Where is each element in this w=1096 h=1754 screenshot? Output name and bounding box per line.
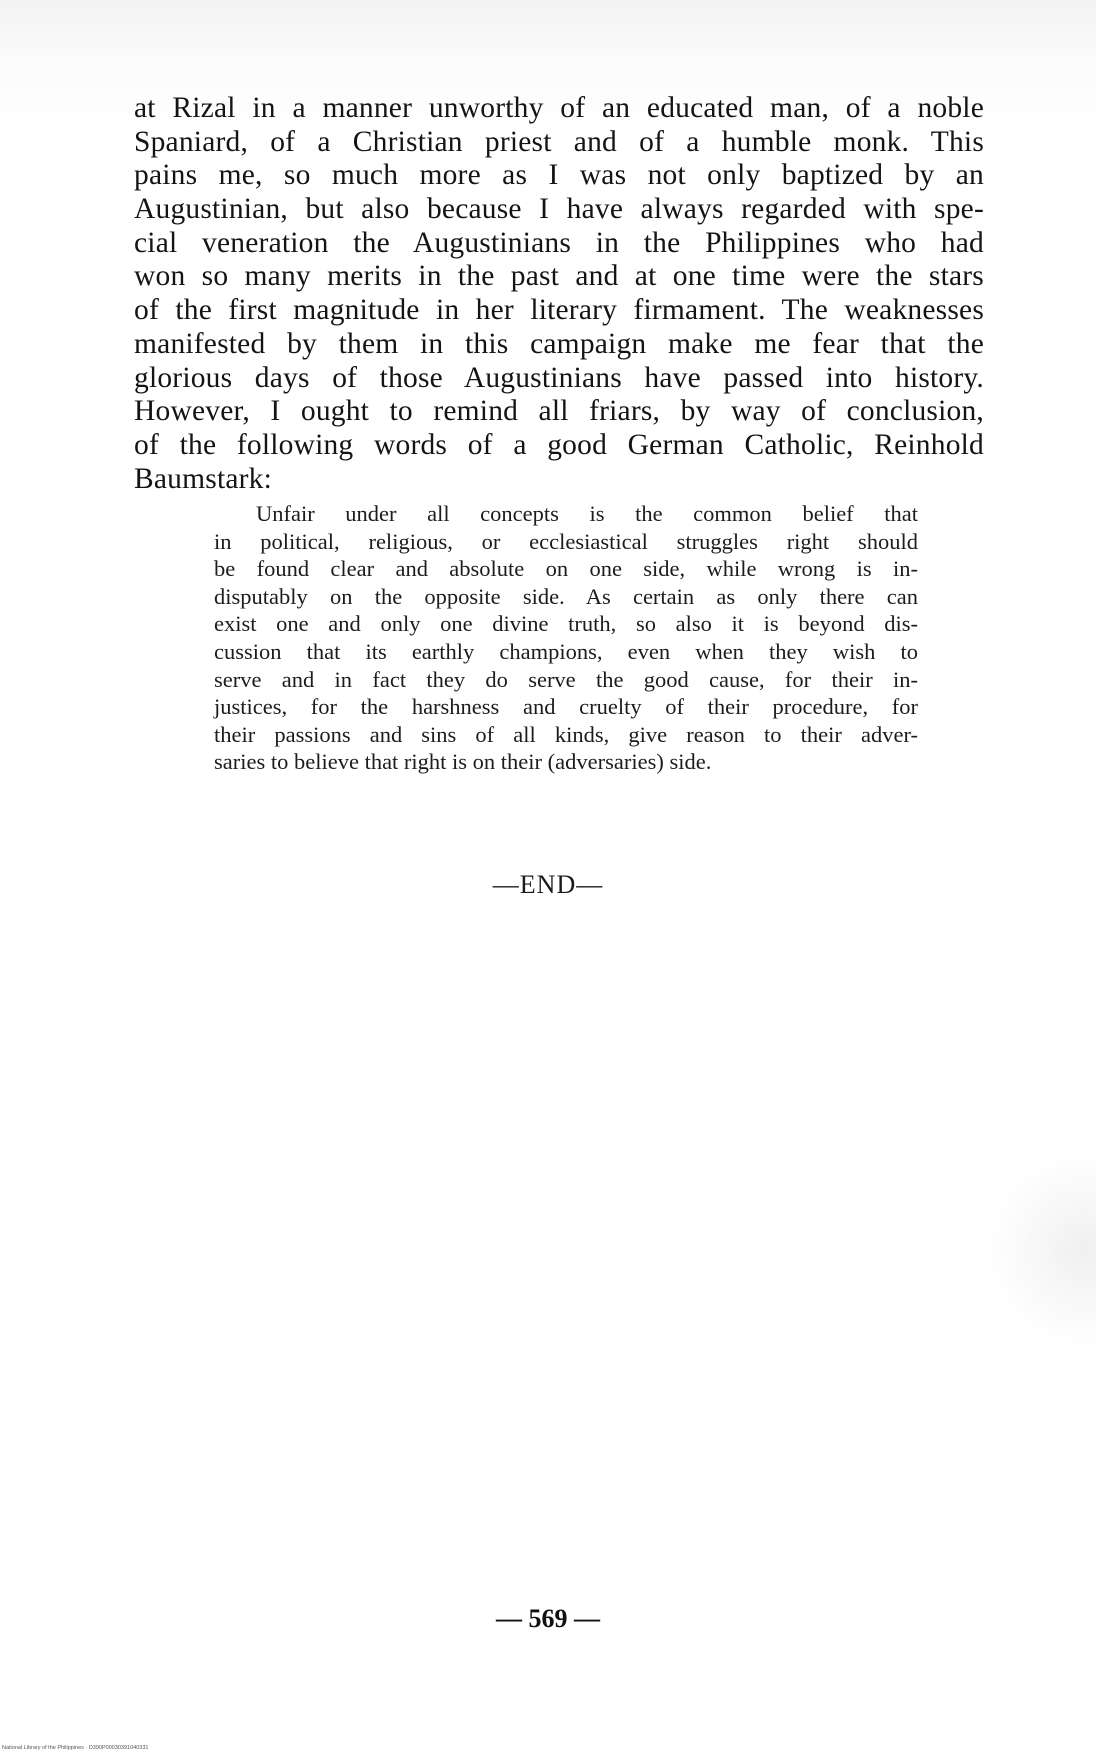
paragraph-line: Baumstark: [134,462,273,495]
paragraph-line: glorious days of those Augustinians have passed into history. [134,361,984,394]
paragraph-line: cial veneration the Augustinians in the Philippines who had [134,226,984,259]
scan-credit-footer: National Library of the Philippines · D390P00030391040331 [2,1745,149,1751]
quotation-line: Unfair under all concepts is the common belief that [256,501,918,526]
quotation-line: justices, for the harshness and cruelty of their procedure, for [214,694,918,720]
paragraph-line: of the first magnitude in her literary firmament. The weaknesses [134,294,984,327]
paragraph-line: manifested by them in this campaign make me fear that the [134,327,984,360]
scan-shadow [986,1150,1096,1350]
quotation-line: be found clear and absolute on one side, while wrong is in- [214,556,918,582]
paragraph-line: won so many merits in the past and at one time were the stars [134,260,984,293]
quotation-line: exist one and only one divine truth, so also it is beyond dis- [214,611,918,637]
paragraph-line: However, I ought to remind all friars, by way of conclusion, [134,395,984,428]
paragraph-line: pains me, so much more as I was not only baptized by an [134,159,984,192]
quotation-line: serve and in fact they do serve the good cause, for their in- [214,666,918,692]
quotation-line: in political, religious, or ecclesiastical struggles right should [214,528,918,554]
paragraph-line: Spaniard, of a Christian priest and of a humble monk. This [134,125,984,158]
paragraph-line: of the following words of a good German Catholic, Reinhold [134,428,984,461]
quotation-line: disputably on the opposite side. As certain as only there can [214,583,918,609]
paragraph-line: Augustinian, but also because I have always regarded with spe- [134,193,984,226]
main-paragraph [134,92,984,496]
paragraph-line: at Rizal in a manner unworthy of an educated man, of a noble [134,92,984,124]
page-number: — 569 — [496,1604,600,1633]
quotation-line: their passions and sins of all kinds, give reason to their adver- [214,721,918,747]
quotation-line: saries to believe that right is on their (adversaries) side. [214,749,712,775]
quotation-line: cussion that its earthly champions, even when they wish to [214,638,918,664]
block-quotation [214,500,918,776]
end-marker: —END— [492,870,604,899]
